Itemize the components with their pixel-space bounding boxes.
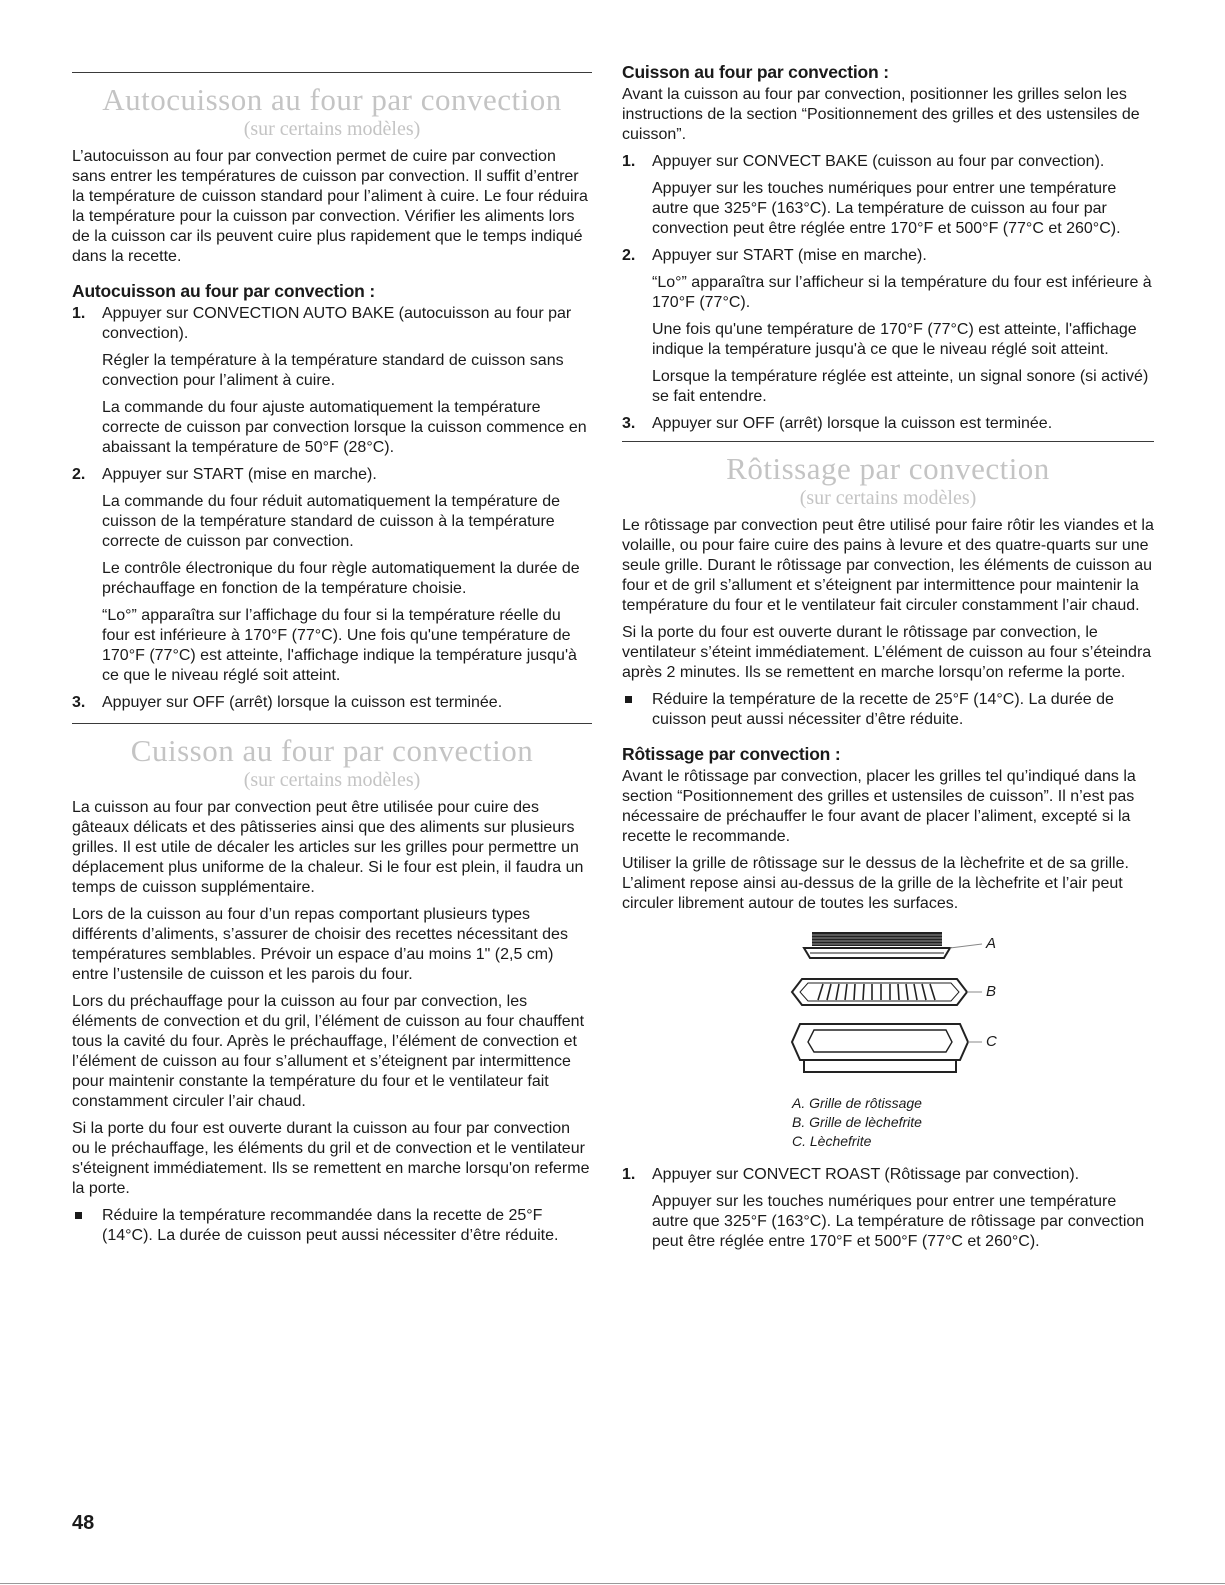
section-subtitle: (sur certains modèles) xyxy=(243,118,421,140)
step-number: 2. xyxy=(622,247,636,264)
step-number: 2. xyxy=(72,466,86,483)
page-number: 48 xyxy=(72,1512,95,1534)
step-text: Le contrôle électronique du four règle automatiquement la durée de préchauffage en fonction de la température choisie. xyxy=(102,560,580,597)
paragraph: Si la porte du four est ouverte durant la cuisson au four par convection ou le préchauffage, les éléments du gril et de convection et le ventilateur s'éteignent immédiatement. Ils se remettent en marche lorsqu'on referme la porte. xyxy=(72,1120,590,1197)
step-text: Appuyer sur CONVECT ROAST (Rôtissage par convection). xyxy=(652,1166,1080,1183)
broiler-grid-icon xyxy=(792,979,982,1005)
step-number: 1. xyxy=(622,1166,636,1183)
caption-line-a: A. Grille de rôtissage xyxy=(792,1095,922,1111)
step-number: 1. xyxy=(622,153,636,170)
step-3 xyxy=(72,693,592,713)
step-text: “Lo°” apparaîtra sur l’afficheur si la température du four est inférieure à 170°F (77°C). xyxy=(652,274,1152,311)
step-text: Appuyer sur START (mise en marche). xyxy=(102,466,377,483)
step-1 xyxy=(622,152,1154,239)
step-text: Appuyer sur OFF (arrêt) lorsque la cuisson est terminée. xyxy=(102,694,503,711)
heading-convect-bake: Cuisson au four par convection : xyxy=(622,62,889,82)
step-text: Appuyer sur CONVECTION AUTO BAKE (autocuisson au four par convection). xyxy=(102,305,572,342)
bullet-text: Réduire la température de la recette de 25°F (14°C). La durée de cuisson peut aussi nécessiter d’être réduite. xyxy=(652,691,1114,728)
broiler-pan-icon xyxy=(792,1024,982,1072)
paragraph: Si la porte du four est ouverte durant le rôtissage par convection, le ventilateur s’éteint immédiatement. L’élément de cuisson au four s’éteindra après 2 minutes. Ils se remettent en marche lorsqu’on referme la porte. xyxy=(622,624,1152,681)
paragraph: Lors de la cuisson au four d’un repas comportant plusieurs types différents d’aliments, s’assurer de choisir des recettes nécessitant des températures semblables. Prévoir un espace d’au moins 1" (2,5 cm) entre l’ustensile de cuisson et les parois du four. xyxy=(72,906,568,983)
figure-label-a: A xyxy=(986,935,997,952)
step-text: La commande du four ajuste automatiquement la température correcte de cuisson par convection lorsque la cuisson commence en abaissant la température de 50°F (28°C). xyxy=(102,399,587,456)
broiler-pan-figure xyxy=(622,924,1154,1094)
section-title-auto-convect-bake: Autocuisson au four par convection xyxy=(102,82,562,117)
step-text: Appuyer sur OFF (arrêt) lorsque la cuisson est terminée. xyxy=(652,415,1053,432)
bullet-square-icon xyxy=(625,696,632,703)
bullet-text: Réduire la température recommandée dans la recette de 25°F (14°C). La durée de cuisson peut aussi nécessiter d’être réduite. xyxy=(102,1207,559,1244)
heading-auto-convect-bake: Autocuisson au four par convection : xyxy=(72,281,375,301)
caption-line-b: B. Grille de lèchefrite xyxy=(792,1114,922,1130)
section-title-convect-bake: Cuisson au four par convection xyxy=(130,733,534,768)
section-divider xyxy=(622,441,1154,442)
step-number: 1. xyxy=(72,305,86,322)
step-text: Appuyer sur CONVECT BAKE (cuisson au four par convection). xyxy=(652,153,1105,170)
step-number: 3. xyxy=(622,415,636,432)
section-subtitle: (sur certains modèles) xyxy=(799,487,977,509)
step-2 xyxy=(622,246,1154,407)
step-text: Régler la température à la température standard de cuisson sans convection pour l’aliment à cuire. xyxy=(102,352,564,389)
step-text: Appuyer sur les touches numériques pour entrer une température autre que 325°F (163°C). La température de cuisson au four par convection peut être réglée entre 170°F et 500°F (77°C et 260°C). xyxy=(652,180,1121,237)
paragraph: Avant la cuisson au four par convection, positionner les grilles selon les instructions de la section “Positionnement des grilles et des ustensiles de cuisson”. xyxy=(622,86,1140,143)
step-number: 3. xyxy=(72,694,86,711)
bullet-item xyxy=(72,1206,592,1246)
figure-label-b: B xyxy=(986,983,997,1000)
page-bottom-edge xyxy=(0,1583,1225,1584)
roasting-rack-icon xyxy=(804,932,982,958)
paragraph: Utiliser la grille de rôtissage sur le dessus de la lèchefrite et de sa grille. L’aliment repose ainsi au-dessus de la grille de la lèchefrite et l’air peut circuler librement autour de toutes les surfaces. xyxy=(622,855,1129,912)
right-column xyxy=(622,62,1154,1259)
step-2 xyxy=(72,465,592,686)
step-1 xyxy=(72,304,592,458)
section-divider xyxy=(72,723,592,724)
step-text: Lorsque la température réglée est atteinte, un signal sonore (si activé) se fait entendre. xyxy=(652,368,1149,405)
section-subtitle: (sur certains modèles) xyxy=(243,769,421,791)
figure-label-c: C xyxy=(986,1033,997,1050)
broiler-pan-illustration xyxy=(622,924,1154,1094)
paragraph: L’autocuisson au four par convection permet de cuire par convection sans entrer les températures de cuisson par convection. Il suffit d’entrer la température de cuisson standard pour l’aliment à cuire. Le four réduira la température pour la cuisson par convection. Vérifier les aliments lors de la cuisson car ils peuvent cuire plus rapidement que le temps indiqué dans la recette. xyxy=(72,148,588,265)
step-3 xyxy=(622,414,1154,434)
paragraph: Lors du préchauffage pour la cuisson au four par convection, les éléments de convection et du gril, l’élément de cuisson au four chauffent tous la cavité du four. Après le préchauffage, l’élément de convection et l’élément de cuisson au four s’allument et s’éteignent par intermittence pour maintenir constante la température du four et le ventilateur fait constamment circuler l’air chaud. xyxy=(72,993,585,1110)
paragraph: Le rôtissage par convection peut être utilisé pour faire rôtir les viandes et la volaille, ou pour faire cuire des pains à levure et des quatre-quarts sur une seule grille. Durant le rôtissage par convection, les éléments de cuisson au four et de gril s’allument et s’éteignent par intermittence pour maintenir la température du four et le ventilateur fait circuler constamment l’air chaud. xyxy=(622,517,1154,614)
bullet-item xyxy=(622,690,1154,730)
figure-caption xyxy=(792,1094,1154,1151)
bullet-square-icon xyxy=(75,1212,82,1219)
step-text: “Lo°” apparaîtra sur l’affichage du four si la température réelle du four est inférieure à 170°F (77°C). Une fois qu'une température de 170°F (77°C) est atteinte, l'affichage indique la température jusqu'à ce que le niveau réglé soit atteint. xyxy=(102,607,577,684)
paragraph: Avant le rôtissage par convection, placer les grilles tel qu’indiqué dans la section “Positionnement des grilles et ustensiles de cuisson”. Il n’est pas nécessaire de préchauffer le four avant de placer l’aliment, excepté si la recette le recommande. xyxy=(622,768,1136,845)
step-text: Appuyer sur les touches numériques pour entrer une température autre que 325°F (163°C). La température de rôtissage par convection peut être réglée entre 170°F et 500°F (77°C et 260°C). xyxy=(652,1193,1145,1250)
left-column xyxy=(72,62,592,1253)
paragraph: La cuisson au four par convection peut être utilisée pour cuire des gâteaux délicats et des pâtisseries ainsi que des aliments sur plusieurs grilles. Il est utile de décaler les articles sur les grilles pour permettre un déplacement plus uniforme de la chaleur. Si le four est plein, il faudra un temps de cuisson supplémentaire. xyxy=(72,799,584,896)
caption-line-c: C. Lèchefrite xyxy=(792,1133,872,1149)
step-text: Appuyer sur START (mise en marche). xyxy=(652,247,927,264)
step-1 xyxy=(622,1165,1154,1252)
step-text: La commande du four réduit automatiquement la température de cuisson de la température standard de cuisson à la température correcte de cuisson par convection. xyxy=(102,493,561,550)
heading-convect-roast: Rôtissage par convection : xyxy=(622,744,841,764)
step-text: Une fois qu'une température de 170°F (77°C) est atteinte, l'affichage indique la température jusqu'à ce que le niveau réglé soit atteint. xyxy=(652,321,1137,358)
section-divider xyxy=(72,72,592,73)
section-title-convect-roast: Rôtissage par convection xyxy=(726,451,1050,486)
